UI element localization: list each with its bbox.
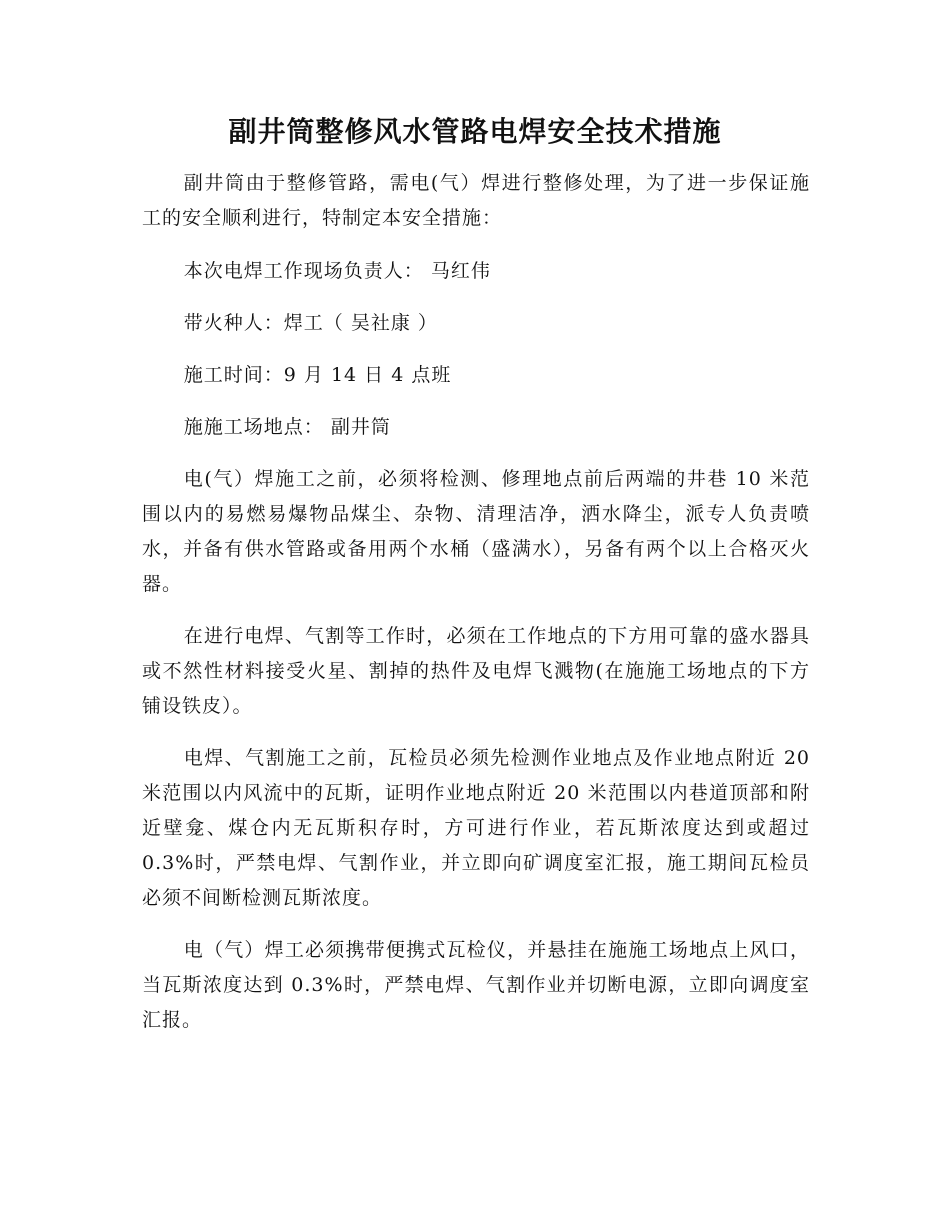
- construction-time-line: 施工时间：9 月 14 日 4 点班: [183, 364, 452, 386]
- measure-paragraph-3: 电焊、气割施工之前，瓦检员必须先检测作业地点及作业地点附近 20 米范围以内风流中的瓦斯，证明作业地点附近 20 米范围以内巷道顶部和附近壁龛、煤仓内无瓦斯积存时，方可进行作业，若瓦斯浓度达到或超过 0.3%时，严禁电焊、气割作业，并立即向矿调度室汇报，施工期间瓦检员必须不间断检测瓦斯浓度。: [142, 747, 810, 909]
- measure-paragraph-2: 在进行电焊、气割等工作时，必须在工作地点的下方用可靠的盛水器具或不然性材料接受火星、割掉的热件及电焊飞溅物(在施施工场地点的下方铺设铁皮）。: [142, 625, 810, 717]
- construction-location-line: 施施工场地点： 副井筒: [183, 416, 391, 438]
- document-body: [142, 166, 810, 1055]
- responsible-person-line: 本次电焊工作现场负责人： 马红伟: [183, 260, 491, 282]
- measure-paragraph-1: 电(气）焊施工之前，必须将检测、修理地点前后两端的井巷 10 米范围以内的易燃易爆物品煤尘、杂物、清理洁净，洒水降尘，派专人负责喷水，并备有供水管路或备用两个水桶（盛满水），另备有两个以上合格灭火器。: [142, 468, 810, 595]
- document-title: 副井筒整修风水管路电焊安全技术措施: [228, 115, 722, 148]
- intro-paragraph: 副井筒由于整修管路，需电(气）焊进行整修处理，为了进一步保证施工的安全顺利进行，特制定本安全措施：: [142, 172, 810, 229]
- fire-carrier-line: 带火种人：焊工（ 吴社康 ）: [183, 312, 438, 334]
- measure-paragraph-4: 电（气）焊工必须携带便携式瓦检仪，并悬挂在施施工场地点上风口，当瓦斯浓度达到 0.3%时，严禁电焊、气割作业并切断电源，立即向调度室汇报。: [142, 939, 810, 1031]
